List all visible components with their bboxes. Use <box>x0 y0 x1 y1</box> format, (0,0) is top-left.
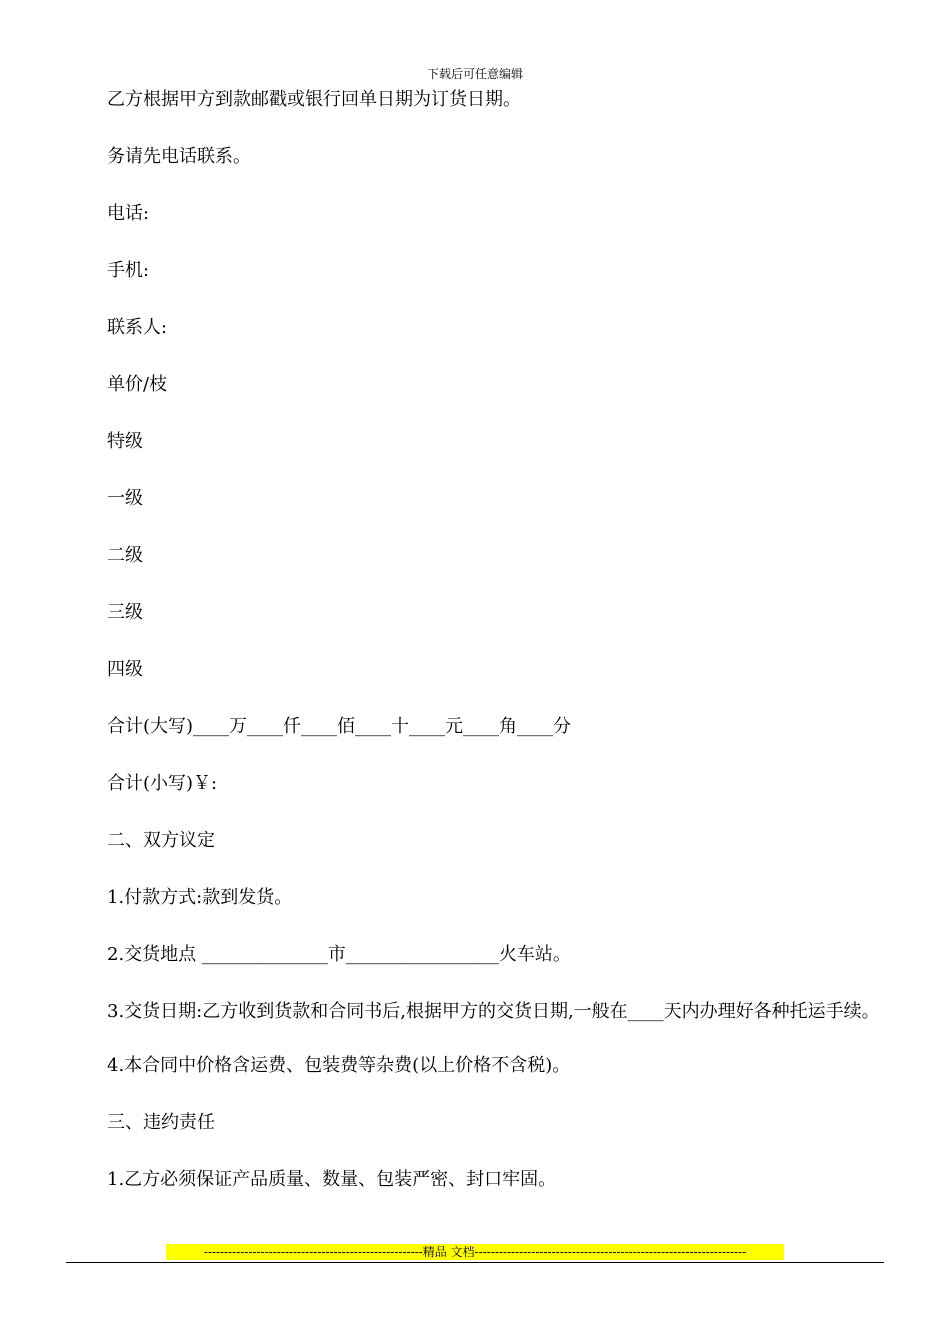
header-note: 下载后可任意编辑 <box>426 67 523 81</box>
clause-quality-guarantee: 1.乙方必须保证产品质量、数量、包装严密、封口牢固。 <box>107 1169 557 1190</box>
footer-label: ------------------------------------------------------精品 文档------------------------------------------------------------------- <box>166 1244 784 1260</box>
paragraph-mobile: 手机: <box>107 260 150 281</box>
paragraph-order-date: 乙方根据甲方到款邮戳或银行回单日期为订货日期。 <box>107 89 521 110</box>
paragraph-grade-2: 二级 <box>107 545 143 566</box>
clause-delivery-date: 3.交货日期:乙方收到货款和合同书后,根据甲方的交货日期,一般在____天内办理好各种托运手续。 <box>107 1001 880 1022</box>
section-heading-agreement: 二、双方议定 <box>107 830 215 851</box>
section-heading-liability: 三、违约责任 <box>107 1112 215 1133</box>
paragraph-total-lowercase: 合计(小写)￥: <box>107 773 218 794</box>
paragraph-grade-4: 四级 <box>107 659 143 680</box>
paragraph-contact-notice: 务请先电话联系。 <box>107 146 251 167</box>
paragraph-grade-special: 特级 <box>107 431 143 452</box>
paragraph-grade-3: 三级 <box>107 602 143 623</box>
document-body <box>66 86 884 1223</box>
clause-price-terms: 4.本合同中价格含运费、包装费等杂费(以上价格不含税)。 <box>107 1055 571 1076</box>
paragraph-contact-person: 联系人: <box>107 317 168 338</box>
paragraph-grade-1: 一级 <box>107 488 143 509</box>
clause-payment-method: 1.付款方式:款到发货。 <box>107 887 293 908</box>
paragraph-total-uppercase: 合计(大写)____万____仟____佰____十____元____角____分 <box>107 716 572 737</box>
clause-delivery-place: 2.交货地点 ______________市_________________火车站。 <box>107 944 571 965</box>
paragraph-phone: 电话: <box>107 203 150 224</box>
footer-divider <box>66 1262 884 1263</box>
paragraph-unit-price: 单价/枝 <box>107 374 168 395</box>
